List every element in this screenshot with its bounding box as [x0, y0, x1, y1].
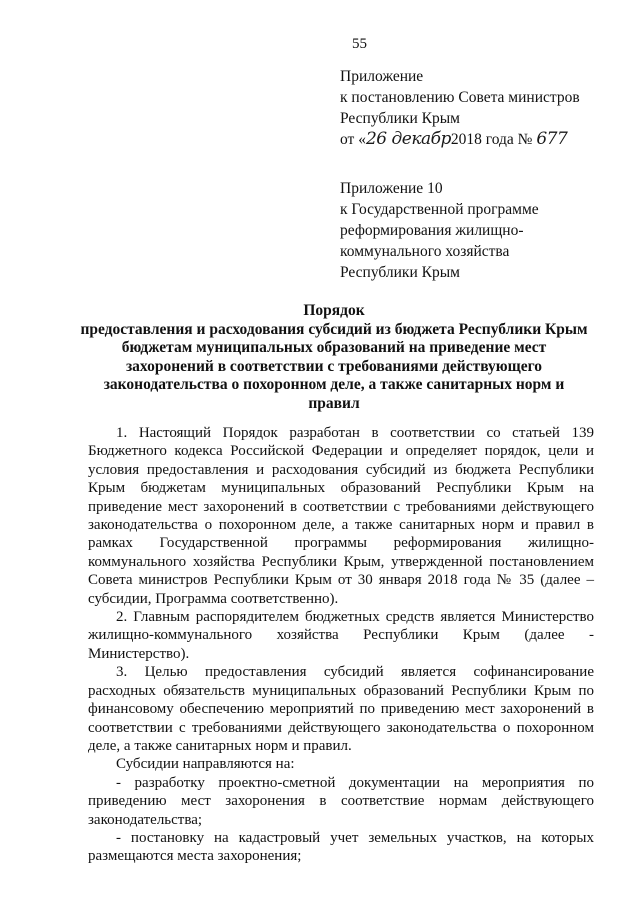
appendix-republic-line: Республики Крым: [340, 110, 460, 127]
title-line-6: правил: [308, 394, 360, 412]
title-line-4: захоронений в соответствии с требованиями действующего: [125, 357, 543, 375]
appendix-ref-line: к постановлению Совета министров: [340, 89, 580, 106]
page-number: 55: [352, 36, 367, 52]
paragraph-1: 1. Настоящий Порядок разработан в соответствии со статьей 139 Бюджетного кодекса Российской Федерации и определяет порядок, цели и условия предоставления и расходования субсидий из бюджета Республики Крым бюджетам муниципальных образований Республики Крым на приведение мест захоронений в соответствии с требованиями действующего законодательства о похоронном деле, а также санитарных норм и правил в рамках Государственной программы реформирования жилищно-коммунального хозяйства Республики Крым, утвержденной постановлением Совета министров Республики Крым от 30 января 2018 года № 35 (далее – субсидии, Программа соответственно).: [88, 425, 594, 607]
appendix-10-line4: коммунального хозяйства: [340, 243, 510, 260]
appendix-10-line5: Республики Крым: [340, 264, 460, 281]
date-suffix: 2018 года №: [450, 131, 533, 148]
paragraph-4: Субсидии направляются на:: [116, 756, 295, 773]
list-item-1: - разработку проектно-сметной документации на мероприятия по приведению мест захоронения в соответствие нормам действующего законодательства;: [88, 774, 594, 828]
paragraph-3: 3. Целью предоставления субсидий является софинансирование расходных обязательств муниципальных образований Республики Крым по финансовому обеспечению мероприятий по приведению мест захоронений в соответствии с требованиями действующего законодательства о похоронном деле, а также санитарных норм и правил.: [88, 664, 594, 754]
appendix-10-line3: реформирования жилищно-: [340, 222, 524, 239]
handwritten-date: 26 декабр: [365, 129, 451, 149]
appendix-label: Приложение: [340, 68, 424, 85]
appendix-date-line: [340, 129, 580, 150]
document-title: [80, 302, 588, 414]
appendix-10-label: Приложение 10: [340, 180, 443, 197]
document-body: [88, 424, 594, 866]
date-prefix: от «: [340, 131, 366, 148]
title-line-2: предоставления и расходования субсидий из бюджета Республики Крым: [80, 320, 588, 338]
appendix-10-header: [340, 178, 539, 283]
title-line-5: законодательства о похоронном деле, а также санитарных норм и: [103, 376, 565, 394]
title-line-1: Порядок: [303, 302, 365, 319]
appendix-header: [340, 66, 580, 150]
paragraph-2: 2. Главным распорядителем бюджетных средств является Министерство жилищно-коммунального хозяйства Республики Крым (далее - Министерство).: [88, 609, 594, 662]
list-item-2: - постановку на кадастровый учет земельных участков, на которых размещаются места захоронения;: [88, 829, 594, 865]
handwritten-number: 677: [536, 129, 568, 149]
appendix-10-line2: к Государственной программе: [340, 201, 539, 218]
title-line-3: бюджетам муниципальных образований на приведение мест: [121, 339, 547, 357]
